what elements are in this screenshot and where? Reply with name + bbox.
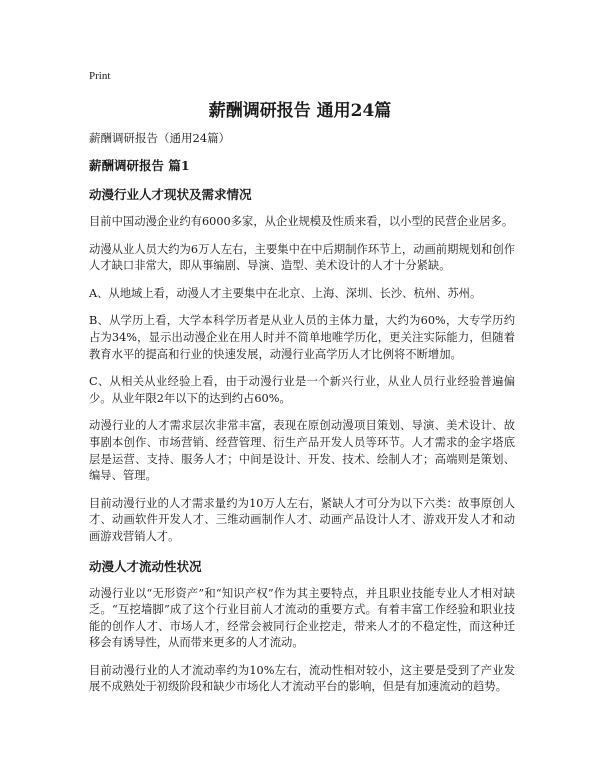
paragraph: 动漫行业的人才需求层次非常丰富，表现在原创动漫项目策划、导演、美术设计、故事剧本创作、市场营销、经营管理、衍生产品开发人员等环节。人才需求的金字塔底层是运营、支持、服务人才；中间是设计、开发、技术、绘制人才；高端则是策划、编导、管理。 <box>89 419 515 483</box>
document-title: 薪酬调研报告 通用24篇 <box>208 101 392 121</box>
document-subtitle: 薪酬调研报告（通用24篇） <box>89 131 231 145</box>
heading-talent-status: 动漫行业人才现状及需求情况 <box>89 187 252 202</box>
section-title: 薪酬调研报告 篇1 <box>89 158 190 173</box>
paragraph: 动漫行业以“无形资产”和“知识产权”作为其主要特点，并且职业技能专业人才相对缺乏。“互挖墙脚”成了这个行业目前人才流动的重要方式。有着丰富工作经验和职业技能的创作人才、市场人才，经常会被同行企业挖走，带来人才的不稳定性，而这种迁移会有诱导性，从而带来更多的人才流动。 <box>89 586 515 650</box>
heading-talent-mobility: 动漫人才流动性状况 <box>89 558 202 574</box>
paragraph: 目前动漫行业的人才需求量约为10万人左右，紧缺人才可分为以下六类：故事原创人才、动画软件开发人才、三维动画制作人才、动画产品设计人才、游戏开发人才和动画游戏营销人才。 <box>89 496 515 543</box>
paragraph: A、从地域上看，动漫人才主要集中在北京、上海、深圳、长沙、杭州、苏州。 <box>89 286 482 300</box>
paragraph: B、从学历上看，大学本科学历者是从业人员的主体力量，大约为60%，大专学历约占为34%，显示出动漫企业在用人时并不简单地唯学历化，更关注实际能力，但随着教育水平的提高和行业的快速发展，动漫行业高学历人才比例将不断增加。 <box>89 314 515 361</box>
paragraph: 目前动漫行业的人才流动率约为10%左右，流动性相对较小，这主要是受到了产业发展不成熟处于初级阶段和缺少市场化人才流动平台的影响，但是有加速流动的趋势。 <box>89 663 515 694</box>
paragraph: C、从相关从业经验上看，由于动漫行业是一个新兴行业，从业人员行业经验普遍偏少。从业年限2年以下的达到约占60%。 <box>89 375 515 405</box>
print-link[interactable]: Print <box>89 70 111 82</box>
paragraph: 目前中国动漫企业约有6000多家，从企业规模及性质来看，以小型的民营企业居多。 <box>89 215 514 228</box>
paragraph: 动漫从业人员大约为6万人左右，主要集中在中后期制作环节上，动画前期规划和创作人才缺口非常大，即从事编剧、导演、造型、美术设计的人才十分紧缺。 <box>89 242 515 273</box>
document-body <box>89 128 515 707</box>
